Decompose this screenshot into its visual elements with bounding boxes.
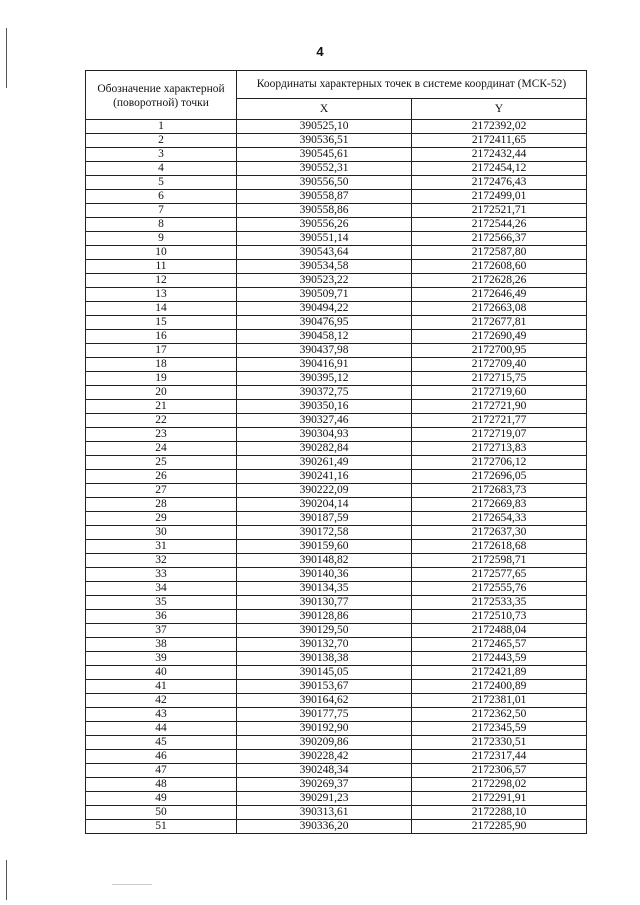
point-number-cell: 20 bbox=[86, 386, 237, 400]
point-number-cell: 14 bbox=[86, 302, 237, 316]
table-row bbox=[86, 134, 587, 148]
y-coordinate-cell: 2172443,59 bbox=[412, 652, 587, 666]
x-coordinate-cell: 390153,67 bbox=[237, 680, 412, 694]
y-coordinate-cell: 2172510,73 bbox=[412, 610, 587, 624]
table-row bbox=[86, 400, 587, 414]
table-row bbox=[86, 120, 587, 134]
y-coordinate-cell: 2172618,68 bbox=[412, 540, 587, 554]
point-number-cell: 13 bbox=[86, 288, 237, 302]
point-number-cell: 15 bbox=[86, 316, 237, 330]
table-row bbox=[86, 302, 587, 316]
y-coordinate-cell: 2172719,60 bbox=[412, 386, 587, 400]
x-column-header: X bbox=[237, 99, 412, 120]
point-number-cell: 7 bbox=[86, 204, 237, 218]
x-coordinate-cell: 390248,34 bbox=[237, 764, 412, 778]
table-row bbox=[86, 386, 587, 400]
x-coordinate-cell: 390458,12 bbox=[237, 330, 412, 344]
point-number-cell: 10 bbox=[86, 246, 237, 260]
table-row bbox=[86, 778, 587, 792]
y-coordinate-cell: 2172608,60 bbox=[412, 260, 587, 274]
point-number-cell: 21 bbox=[86, 400, 237, 414]
table-row bbox=[86, 638, 587, 652]
x-coordinate-cell: 390269,37 bbox=[237, 778, 412, 792]
table-row bbox=[86, 498, 587, 512]
y-coordinate-cell: 2172421,89 bbox=[412, 666, 587, 680]
x-coordinate-cell: 390416,91 bbox=[237, 358, 412, 372]
y-coordinate-cell: 2172544,26 bbox=[412, 218, 587, 232]
x-coordinate-cell: 390336,20 bbox=[237, 820, 412, 834]
y-coordinate-cell: 2172521,71 bbox=[412, 204, 587, 218]
point-number-cell: 5 bbox=[86, 176, 237, 190]
y-coordinate-cell: 2172298,02 bbox=[412, 778, 587, 792]
table-row bbox=[86, 148, 587, 162]
table-row bbox=[86, 190, 587, 204]
x-coordinate-cell: 390128,86 bbox=[237, 610, 412, 624]
y-coordinate-cell: 2172690,49 bbox=[412, 330, 587, 344]
y-column-header: Y bbox=[412, 99, 587, 120]
y-coordinate-cell: 2172709,40 bbox=[412, 358, 587, 372]
x-coordinate-cell: 390543,64 bbox=[237, 246, 412, 260]
y-coordinate-cell: 2172291,91 bbox=[412, 792, 587, 806]
table-row bbox=[86, 722, 587, 736]
y-coordinate-cell: 2172598,71 bbox=[412, 554, 587, 568]
point-label-header: Обозначение характерной (поворотной) точки bbox=[86, 71, 237, 120]
table-row bbox=[86, 484, 587, 498]
point-number-cell: 24 bbox=[86, 442, 237, 456]
x-coordinate-cell: 390172,58 bbox=[237, 526, 412, 540]
x-coordinate-cell: 390372,75 bbox=[237, 386, 412, 400]
table-row bbox=[86, 680, 587, 694]
point-number-cell: 44 bbox=[86, 722, 237, 736]
y-coordinate-cell: 2172411,65 bbox=[412, 134, 587, 148]
x-coordinate-cell: 390130,77 bbox=[237, 596, 412, 610]
table-row bbox=[86, 666, 587, 680]
y-coordinate-cell: 2172345,59 bbox=[412, 722, 587, 736]
table-row bbox=[86, 568, 587, 582]
point-number-cell: 6 bbox=[86, 190, 237, 204]
point-number-cell: 29 bbox=[86, 512, 237, 526]
x-coordinate-cell: 390209,86 bbox=[237, 736, 412, 750]
point-number-cell: 3 bbox=[86, 148, 237, 162]
y-coordinate-cell: 2172488,04 bbox=[412, 624, 587, 638]
table-row bbox=[86, 820, 587, 834]
x-coordinate-cell: 390204,14 bbox=[237, 498, 412, 512]
point-number-cell: 11 bbox=[86, 260, 237, 274]
point-number-cell: 16 bbox=[86, 330, 237, 344]
y-coordinate-cell: 2172677,81 bbox=[412, 316, 587, 330]
coordinates-table bbox=[85, 70, 587, 834]
x-coordinate-cell: 390558,86 bbox=[237, 204, 412, 218]
x-coordinate-cell: 390187,59 bbox=[237, 512, 412, 526]
x-coordinate-cell: 390523,22 bbox=[237, 274, 412, 288]
point-number-cell: 46 bbox=[86, 750, 237, 764]
point-number-cell: 17 bbox=[86, 344, 237, 358]
point-number-cell: 8 bbox=[86, 218, 237, 232]
y-coordinate-cell: 2172713,83 bbox=[412, 442, 587, 456]
x-coordinate-cell: 390545,61 bbox=[237, 148, 412, 162]
point-number-cell: 38 bbox=[86, 638, 237, 652]
table-row bbox=[86, 512, 587, 526]
y-coordinate-cell: 2172392,02 bbox=[412, 120, 587, 134]
table-row bbox=[86, 162, 587, 176]
point-number-cell: 32 bbox=[86, 554, 237, 568]
y-coordinate-cell: 2172555,76 bbox=[412, 582, 587, 596]
page-number: 4 bbox=[316, 44, 324, 59]
point-number-cell: 23 bbox=[86, 428, 237, 442]
table-row bbox=[86, 624, 587, 638]
x-coordinate-cell: 390509,71 bbox=[237, 288, 412, 302]
x-coordinate-cell: 390140,36 bbox=[237, 568, 412, 582]
table-row bbox=[86, 176, 587, 190]
y-coordinate-cell: 2172637,30 bbox=[412, 526, 587, 540]
table-row bbox=[86, 764, 587, 778]
x-coordinate-cell: 390261,49 bbox=[237, 456, 412, 470]
y-coordinate-cell: 2172566,37 bbox=[412, 232, 587, 246]
y-coordinate-cell: 2172721,77 bbox=[412, 414, 587, 428]
x-coordinate-cell: 390228,42 bbox=[237, 750, 412, 764]
y-coordinate-cell: 2172306,57 bbox=[412, 764, 587, 778]
x-coordinate-cell: 390164,62 bbox=[237, 694, 412, 708]
point-number-cell: 47 bbox=[86, 764, 237, 778]
y-coordinate-cell: 2172719,07 bbox=[412, 428, 587, 442]
table-row bbox=[86, 316, 587, 330]
table-row bbox=[86, 218, 587, 232]
table-row bbox=[86, 232, 587, 246]
y-coordinate-cell: 2172400,89 bbox=[412, 680, 587, 694]
y-coordinate-cell: 2172465,57 bbox=[412, 638, 587, 652]
x-coordinate-cell: 390313,61 bbox=[237, 806, 412, 820]
point-number-cell: 31 bbox=[86, 540, 237, 554]
table-row bbox=[86, 596, 587, 610]
table-row bbox=[86, 428, 587, 442]
y-coordinate-cell: 2172288,10 bbox=[412, 806, 587, 820]
point-number-cell: 41 bbox=[86, 680, 237, 694]
table-row bbox=[86, 344, 587, 358]
x-coordinate-cell: 390494,22 bbox=[237, 302, 412, 316]
point-number-cell: 51 bbox=[86, 820, 237, 834]
x-coordinate-cell: 390138,38 bbox=[237, 652, 412, 666]
y-coordinate-cell: 2172700,95 bbox=[412, 344, 587, 358]
x-coordinate-cell: 390350,16 bbox=[237, 400, 412, 414]
y-coordinate-cell: 2172476,43 bbox=[412, 176, 587, 190]
x-coordinate-cell: 390282,84 bbox=[237, 442, 412, 456]
point-number-cell: 50 bbox=[86, 806, 237, 820]
point-number-cell: 45 bbox=[86, 736, 237, 750]
table-row bbox=[86, 750, 587, 764]
x-coordinate-cell: 390129,50 bbox=[237, 624, 412, 638]
x-coordinate-cell: 390437,98 bbox=[237, 344, 412, 358]
point-number-cell: 26 bbox=[86, 470, 237, 484]
table-row bbox=[86, 288, 587, 302]
x-coordinate-cell: 390556,26 bbox=[237, 218, 412, 232]
y-coordinate-cell: 2172533,35 bbox=[412, 596, 587, 610]
table-row bbox=[86, 358, 587, 372]
table-row bbox=[86, 736, 587, 750]
y-coordinate-cell: 2172381,01 bbox=[412, 694, 587, 708]
point-number-cell: 48 bbox=[86, 778, 237, 792]
y-coordinate-cell: 2172663,08 bbox=[412, 302, 587, 316]
x-coordinate-cell: 390192,90 bbox=[237, 722, 412, 736]
point-number-cell: 19 bbox=[86, 372, 237, 386]
point-number-cell: 25 bbox=[86, 456, 237, 470]
y-coordinate-cell: 2172454,12 bbox=[412, 162, 587, 176]
table-row bbox=[86, 372, 587, 386]
x-coordinate-cell: 390534,58 bbox=[237, 260, 412, 274]
x-coordinate-cell: 390134,35 bbox=[237, 582, 412, 596]
table-row bbox=[86, 554, 587, 568]
point-number-cell: 12 bbox=[86, 274, 237, 288]
point-number-cell: 1 bbox=[86, 120, 237, 134]
table-row bbox=[86, 694, 587, 708]
x-coordinate-cell: 390556,50 bbox=[237, 176, 412, 190]
point-number-cell: 39 bbox=[86, 652, 237, 666]
table-row bbox=[86, 260, 587, 274]
scan-speck bbox=[112, 884, 152, 885]
table-row bbox=[86, 652, 587, 666]
coordinates-table-body bbox=[86, 120, 587, 834]
y-coordinate-cell: 2172721,90 bbox=[412, 400, 587, 414]
point-number-cell: 30 bbox=[86, 526, 237, 540]
x-coordinate-cell: 390476,95 bbox=[237, 316, 412, 330]
point-number-cell: 28 bbox=[86, 498, 237, 512]
point-number-cell: 4 bbox=[86, 162, 237, 176]
y-coordinate-cell: 2172499,01 bbox=[412, 190, 587, 204]
table-row bbox=[86, 526, 587, 540]
y-coordinate-cell: 2172646,49 bbox=[412, 288, 587, 302]
x-coordinate-cell: 390241,16 bbox=[237, 470, 412, 484]
y-coordinate-cell: 2172285,90 bbox=[412, 820, 587, 834]
x-coordinate-cell: 390148,82 bbox=[237, 554, 412, 568]
x-coordinate-cell: 390177,75 bbox=[237, 708, 412, 722]
point-number-cell: 36 bbox=[86, 610, 237, 624]
point-number-cell: 2 bbox=[86, 134, 237, 148]
y-coordinate-cell: 2172432,44 bbox=[412, 148, 587, 162]
x-coordinate-cell: 390395,12 bbox=[237, 372, 412, 386]
table-row bbox=[86, 792, 587, 806]
table-row bbox=[86, 610, 587, 624]
x-coordinate-cell: 390327,46 bbox=[237, 414, 412, 428]
x-coordinate-cell: 390291,23 bbox=[237, 792, 412, 806]
y-coordinate-cell: 2172317,44 bbox=[412, 750, 587, 764]
table-row bbox=[86, 246, 587, 260]
y-coordinate-cell: 2172706,12 bbox=[412, 456, 587, 470]
scan-edge-mark bbox=[6, 860, 7, 900]
point-number-cell: 27 bbox=[86, 484, 237, 498]
y-coordinate-cell: 2172330,51 bbox=[412, 736, 587, 750]
table-row bbox=[86, 414, 587, 428]
y-coordinate-cell: 2172628,26 bbox=[412, 274, 587, 288]
table-row bbox=[86, 470, 587, 484]
y-coordinate-cell: 2172669,83 bbox=[412, 498, 587, 512]
y-coordinate-cell: 2172696,05 bbox=[412, 470, 587, 484]
y-coordinate-cell: 2172577,65 bbox=[412, 568, 587, 582]
y-coordinate-cell: 2172362,50 bbox=[412, 708, 587, 722]
table-row bbox=[86, 274, 587, 288]
coordinate-system-header: Координаты характерных точек в системе координат (МСК-52) bbox=[237, 71, 587, 99]
table-row bbox=[86, 806, 587, 820]
x-coordinate-cell: 390222,09 bbox=[237, 484, 412, 498]
x-coordinate-cell: 390536,51 bbox=[237, 134, 412, 148]
table-row bbox=[86, 708, 587, 722]
point-number-cell: 33 bbox=[86, 568, 237, 582]
x-coordinate-cell: 390145,05 bbox=[237, 666, 412, 680]
table-row bbox=[86, 204, 587, 218]
y-coordinate-cell: 2172654,33 bbox=[412, 512, 587, 526]
point-number-cell: 18 bbox=[86, 358, 237, 372]
point-number-cell: 34 bbox=[86, 582, 237, 596]
point-number-cell: 49 bbox=[86, 792, 237, 806]
point-number-cell: 22 bbox=[86, 414, 237, 428]
table-row bbox=[86, 582, 587, 596]
y-coordinate-cell: 2172587,80 bbox=[412, 246, 587, 260]
table-row bbox=[86, 540, 587, 554]
table-row bbox=[86, 442, 587, 456]
point-number-cell: 37 bbox=[86, 624, 237, 638]
y-coordinate-cell: 2172683,73 bbox=[412, 484, 587, 498]
point-number-cell: 40 bbox=[86, 666, 237, 680]
point-number-cell: 42 bbox=[86, 694, 237, 708]
point-number-cell: 9 bbox=[86, 232, 237, 246]
table-row bbox=[86, 330, 587, 344]
x-coordinate-cell: 390552,31 bbox=[237, 162, 412, 176]
x-coordinate-cell: 390551,14 bbox=[237, 232, 412, 246]
x-coordinate-cell: 390558,87 bbox=[237, 190, 412, 204]
y-coordinate-cell: 2172715,75 bbox=[412, 372, 587, 386]
point-number-cell: 43 bbox=[86, 708, 237, 722]
point-number-cell: 35 bbox=[86, 596, 237, 610]
x-coordinate-cell: 390525,10 bbox=[237, 120, 412, 134]
x-coordinate-cell: 390304,93 bbox=[237, 428, 412, 442]
table-row bbox=[86, 456, 587, 470]
x-coordinate-cell: 390132,70 bbox=[237, 638, 412, 652]
x-coordinate-cell: 390159,60 bbox=[237, 540, 412, 554]
